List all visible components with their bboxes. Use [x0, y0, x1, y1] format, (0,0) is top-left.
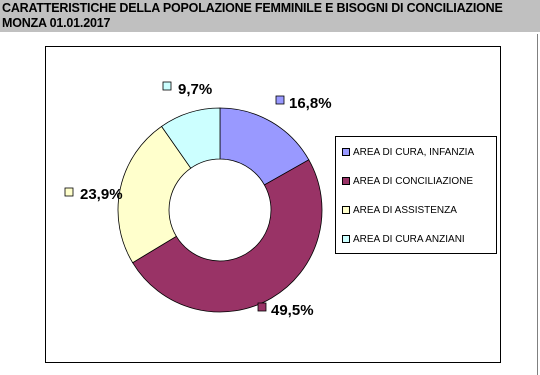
legend-item-assistenza	[342, 203, 457, 217]
chart-legend	[335, 136, 497, 254]
data-label-cura-anziani: 9,7%	[178, 81, 213, 98]
legend-label-cura-anziani: AREA DI CURA ANZIANI	[353, 233, 465, 245]
legend-item-cura-infanzia	[342, 145, 474, 159]
legend-item-conciliazione	[342, 174, 473, 188]
data-label-swatch-conciliazione	[258, 303, 266, 311]
legend-swatch-cura-anziani	[342, 235, 350, 243]
legend-swatch-assistenza	[342, 206, 350, 214]
data-label-swatch-cura-infanzia	[276, 96, 284, 104]
data-label-swatch-assistenza	[65, 188, 73, 196]
legend-label-conciliazione: AREA DI CONCILIAZIONE	[353, 175, 474, 187]
legend-swatch-cura-infanzia	[342, 148, 350, 156]
chart-title-line1: CARATTERISTICHE DELLA POPOLAZIONE FEMMINILE E BISOGNI DI CONCILIAZIONE	[2, 1, 503, 15]
data-label-cura-infanzia: 16,8%	[289, 95, 332, 112]
data-label-swatch-cura-anziani	[163, 82, 171, 90]
legend-label-cura-infanzia: AREA DI CURA, INFANZIA	[353, 146, 475, 158]
legend-item-cura-anziani	[342, 232, 465, 246]
legend-label-assistenza: AREA DI ASSISTENZA	[353, 204, 457, 216]
data-label-conciliazione: 49,5%	[271, 302, 314, 319]
chart-title-line2: MONZA 01.01.2017	[2, 16, 111, 30]
legend-swatch-conciliazione	[342, 177, 350, 185]
data-label-assistenza: 23,9%	[80, 186, 123, 203]
